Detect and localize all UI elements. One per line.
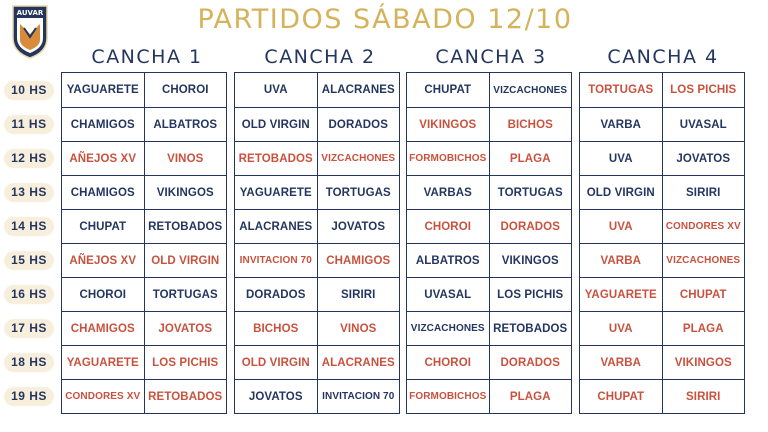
team-away: JOVATOS (144, 312, 227, 345)
team-away: BICHOS (489, 108, 572, 141)
match-row (62, 311, 226, 345)
team-away: RETOBADOS (144, 380, 227, 413)
club-logo (11, 4, 49, 60)
team-away: VINOS (317, 312, 400, 345)
team-away: LOS PICHIS (662, 73, 745, 107)
team-home: VIKINGOS (419, 118, 477, 131)
team-home: UVASAL (424, 288, 472, 301)
match-row (62, 107, 226, 141)
team-away: VIKINGOS (662, 346, 745, 379)
match-row (580, 277, 744, 311)
team-home: OLD VIRGIN (241, 118, 310, 131)
team-away: INVITACION 70 (317, 380, 400, 413)
cancha-2-title: CANCHA 2 (264, 46, 376, 68)
cancha-1-grid (61, 72, 227, 414)
team-home: CHOROI (79, 288, 127, 301)
team-home: YAGUARETE (239, 186, 312, 199)
logo-text: AUVAR (16, 9, 44, 17)
team-away: RETOBADOS (489, 312, 572, 345)
team-home: OLD VIRGIN (241, 356, 310, 369)
team-away: TORTUGAS (144, 278, 227, 311)
team-home: CHUPAT (79, 220, 127, 233)
team-home: YAGUARETE (584, 288, 657, 301)
match-row (407, 141, 571, 175)
match-row (235, 141, 399, 175)
team-away: CONDORES XV (662, 210, 745, 243)
team-home: DORADOS (246, 288, 306, 301)
hour-label: 13 HS (5, 184, 53, 201)
team-away: CHOROI (144, 73, 227, 107)
team-away: DORADOS (489, 210, 572, 243)
cancha-3-grid (406, 72, 572, 414)
team-home: ALACRANES (239, 220, 313, 233)
team-away: LOS PICHIS (489, 278, 572, 311)
match-row (407, 175, 571, 209)
match-row (580, 141, 744, 175)
team-away: VIKINGOS (489, 244, 572, 277)
team-home: YAGUARETE (66, 84, 139, 96)
team-home: VARBAS (423, 186, 472, 199)
team-away: TORTUGAS (317, 176, 400, 209)
match-row (407, 277, 571, 311)
match-row (62, 345, 226, 379)
match-row (62, 141, 226, 175)
team-away: JOVATOS (317, 210, 400, 243)
cancha-1-title: CANCHA 1 (91, 46, 203, 68)
hour-label: 19 HS (5, 388, 53, 405)
team-home: AÑEJOS XV (69, 152, 137, 165)
team-home: OLD VIRGIN (586, 186, 655, 199)
team-away: UVASAL (662, 108, 745, 141)
match-row (407, 73, 571, 107)
match-row (235, 311, 399, 345)
match-row (407, 379, 571, 413)
match-row (407, 209, 571, 243)
team-away: VIZCACHONES (662, 244, 745, 277)
match-row (235, 107, 399, 141)
hour-label: 17 HS (5, 320, 53, 337)
team-home: VARBA (600, 356, 642, 369)
match-row (235, 277, 399, 311)
match-row (62, 243, 226, 277)
team-home: CONDORES XV (65, 391, 141, 402)
team-away: DORADOS (489, 346, 572, 379)
team-home: VARBA (600, 254, 642, 267)
team-away: JOVATOS (662, 142, 745, 175)
team-home: CHAMIGOS (70, 118, 135, 131)
team-away: VIKINGOS (144, 176, 227, 209)
match-row (407, 345, 571, 379)
match-row (580, 107, 744, 141)
match-row (62, 73, 226, 107)
team-home: CHAMIGOS (70, 322, 135, 335)
team-away: VINOS (144, 142, 227, 175)
match-row (62, 175, 226, 209)
team-away: SIRIRI (662, 176, 745, 209)
match-row (407, 243, 571, 277)
match-row (580, 345, 744, 379)
cancha-4-grid (579, 72, 745, 414)
team-home: FORMOBICHOS (409, 153, 487, 164)
team-home: RETOBADOS (238, 152, 313, 165)
match-row (407, 311, 571, 345)
team-home: VARBA (600, 118, 642, 131)
team-away: OLD VIRGIN (144, 244, 227, 277)
cancha-4-title: CANCHA 4 (607, 46, 719, 68)
team-home: CHOROI (424, 220, 472, 233)
team-home: UVA (263, 84, 288, 96)
team-home: AÑEJOS XV (69, 254, 137, 267)
hour-label: 18 HS (5, 354, 53, 371)
page-title: PARTIDOS SÁBADO 12/10 (197, 4, 573, 35)
team-away: ALACRANES (317, 73, 400, 107)
hour-label: 10 HS (5, 82, 53, 99)
team-home: UVA (608, 220, 633, 233)
team-home: UVA (608, 152, 633, 165)
team-home: ALBATROS (415, 254, 480, 267)
team-home: VIZCACHONES (410, 323, 485, 334)
match-row (235, 209, 399, 243)
team-home: TORTUGAS (588, 84, 654, 96)
hour-label: 11 HS (5, 116, 53, 133)
team-away: PLAGA (489, 380, 572, 413)
team-away: TORTUGAS (489, 176, 572, 209)
team-away: SIRIRI (317, 278, 400, 311)
cancha-2-grid (234, 72, 400, 414)
hour-label: 14 HS (5, 218, 53, 235)
match-row (235, 345, 399, 379)
team-away: SIRIRI (662, 380, 745, 413)
match-row (580, 243, 744, 277)
match-row (580, 379, 744, 413)
match-row (580, 209, 744, 243)
team-home: JOVATOS (248, 390, 303, 403)
team-away: CHUPAT (662, 278, 745, 311)
team-home: INVITACION 70 (239, 255, 312, 266)
team-away: VIZCACHONES (317, 142, 400, 175)
hour-label: 15 HS (5, 252, 53, 269)
match-row (407, 107, 571, 141)
match-row (235, 175, 399, 209)
match-row (62, 277, 226, 311)
team-home: CHOROI (424, 356, 472, 369)
team-away: PLAGA (662, 312, 745, 345)
hour-label: 12 HS (5, 150, 53, 167)
match-row (235, 379, 399, 413)
team-away: PLAGA (489, 142, 572, 175)
team-away: LOS PICHIS (144, 346, 227, 379)
match-row (580, 73, 744, 107)
team-home: CHUPAT (424, 84, 472, 96)
team-away: ALACRANES (317, 346, 400, 379)
match-row (235, 73, 399, 107)
match-row (62, 209, 226, 243)
team-away: ALBATROS (144, 108, 227, 141)
match-row (580, 175, 744, 209)
team-away: RETOBADOS (144, 210, 227, 243)
team-away: DORADOS (317, 108, 400, 141)
match-row (235, 243, 399, 277)
team-home: CHAMIGOS (70, 186, 135, 199)
team-away: CHAMIGOS (317, 244, 400, 277)
cancha-3-title: CANCHA 3 (435, 46, 547, 68)
team-home: UVA (608, 322, 633, 335)
team-home: BICHOS (253, 322, 299, 335)
team-home: CHUPAT (597, 390, 645, 403)
match-row (62, 379, 226, 413)
match-row (580, 311, 744, 345)
team-home: FORMOBICHOS (409, 391, 487, 402)
hour-label: 16 HS (5, 286, 53, 303)
team-home: YAGUARETE (66, 356, 139, 369)
team-away: VIZCACHONES (489, 73, 572, 107)
